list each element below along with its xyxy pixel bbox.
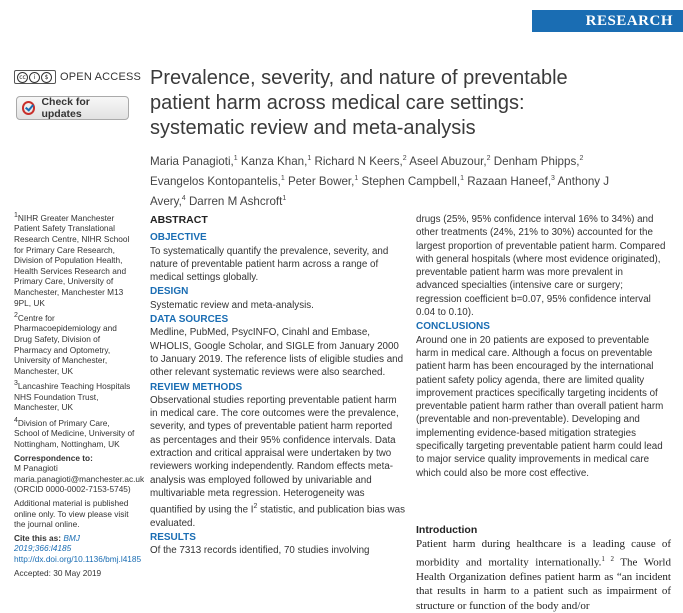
- author-name: Richard N Keers,: [314, 154, 403, 168]
- section-banner: RESEARCH: [532, 10, 683, 32]
- author-affiliation-mark: 1: [354, 174, 359, 182]
- author-name: Maria Panagioti,: [150, 154, 234, 168]
- results-heading: RESULTS: [150, 532, 196, 544]
- author-name: Razaan Haneef,: [467, 174, 552, 188]
- accepted-date: Accepted: 30 May 2019: [14, 568, 102, 579]
- results-text: Of the 7313 records identified, 70 studies involving: [150, 545, 370, 557]
- author-affiliation-mark: 2: [486, 155, 491, 162]
- author-affiliation-mark: 2: [402, 155, 407, 162]
- author-name: Peter Bower,: [287, 174, 355, 188]
- check-updates-label: Check for updates: [41, 96, 90, 120]
- review-methods-text: Observational studies reporting preventable patient harm in medical care. The core outcomes were the prevalence, severity, and types of preventable patient harm reported as percentages and their 95% confidence intervals. Data extraction and critical appraisal were undertaken by two reviewers working independently. Random effects meta-analysis was employed followed by univariable and multivariable meta regression. Heterogeneity was quantified by using the $I^2$ statistic, and publication bias was evaluated.: [150, 394, 405, 529]
- author-list: [150, 150, 630, 210]
- objective-text: To systematically quantify the prevalence, severity, and nature of preventable patient harm across a range of medical settings globally.: [150, 245, 389, 284]
- author-name: Stephen Campbell,: [361, 174, 461, 188]
- author-name: Darren M Ashcroft: [188, 194, 283, 208]
- affiliations-sidebar: [14, 211, 145, 582]
- author-affiliation-mark: 1: [282, 194, 287, 202]
- abstract-heading: ABSTRACT: [150, 214, 208, 226]
- author-affiliation-mark: 1: [233, 155, 238, 162]
- author-name: Evangelos Kontopantelis,: [150, 174, 281, 188]
- introduction-section: [416, 523, 671, 613]
- affiliation-4: $^4$Division of Primary Care, School of Medicine, University of Nottingham, Nottingham, UK: [14, 416, 135, 449]
- review-methods-heading: REVIEW METHODS: [150, 381, 243, 393]
- abstract-column-2: [416, 213, 666, 481]
- author-affiliation-mark: 2: [579, 155, 584, 162]
- creative-commons-icon: [14, 70, 56, 84]
- nc-icon: $: [41, 72, 52, 83]
- author-name: Denham Phipps,: [493, 154, 580, 168]
- data-sources-heading: DATA SOURCES: [150, 314, 229, 326]
- author-affiliation-mark: 1: [307, 155, 312, 162]
- orcid[interactable]: (ORCID 0000-0002-7153-5745): [14, 484, 131, 495]
- design-heading: DESIGN: [150, 286, 189, 298]
- check-updates-icon: [22, 101, 35, 115]
- article-title: Prevalence, severity, and nature of preventable patient harm across medical care settings: systematic review and meta-analysis: [150, 67, 568, 139]
- author-name: Aseel Abuzour,: [409, 154, 487, 168]
- author-affiliation-mark: 3: [551, 174, 555, 182]
- introduction-heading: Introduction: [416, 524, 478, 536]
- introduction-text: Patient harm during healthcare is a leading cause of morbidity and mortality internationally.$^{1 2}$ The World Health Organization defines patient harm as “an incident that results in harm to a patient such as impairment of structure or function of the body and/or: [416, 538, 671, 612]
- affiliation-2: $^2$Centre for Pharmacoepidemiology and Drug Safety, Division of Pharmacy and Optometry, University of Manchester, Manchester, UK: [14, 312, 117, 376]
- author-affiliation-mark: 1: [460, 174, 465, 182]
- correspondence-email[interactable]: M Panagioti maria.panagioti@manchester.ac.uk: [14, 463, 145, 484]
- data-sources-text: Medline, PubMed, PsycINFO, Cinahl and Embase, WHOLIS, Google Scholar, and SIGLE from January 2000 to January 2019. The reference lists of eligible studies and other relevant systematic reviews were also searched.: [150, 327, 404, 379]
- additional-material: Additional material is published online only. To view please visit the journal online.: [14, 497, 129, 530]
- author-affiliation-mark: 1: [280, 174, 285, 182]
- author-affiliation-mark: 4: [181, 194, 186, 202]
- objective-heading: OBJECTIVE: [150, 232, 207, 244]
- author-name: Kanza Khan,: [240, 154, 308, 168]
- design-text: Systematic review and meta-analysis.: [150, 299, 314, 311]
- author-name: Anthony J Avery,: [150, 174, 610, 208]
- citation: Cite this as: BMJ 2019;366:l4185: [14, 532, 80, 554]
- correspondence-label: Correspondence to:: [14, 452, 93, 463]
- conclusions-text: Around one in 20 patients are exposed to preventable harm in medical care. Although a focus on preventable patient harm has been encouraged by the international patient safety policy agenda, there are limited quality improvement practices specifically targeting incidents of preventable patient harm rather than overall patient harm (preventable and non-preventable). Developing and implementing evidence-based mitigation strategies specifically targeting preventable patient harm could lead to major service quality improvements in medical care which could also be more cost effective.: [416, 334, 664, 479]
- abstract-column-1: [150, 214, 405, 559]
- check-for-updates-button[interactable]: [16, 96, 129, 120]
- by-icon: i: [29, 72, 40, 83]
- conclusions-heading: CONCLUSIONS: [416, 321, 490, 333]
- affiliation-1: $^1$NIHR Greater Manchester Patient Safety Translational Research Centre, NIHR School for Primary Care Research, Division of Population Health, Health Services Research and Primary Care, University of Manchester, Manchester M13 9PL, UK: [14, 212, 130, 308]
- affiliation-3: $^3$Lancashire Teaching Hospitals NHS Foundation Trust, Manchester, UK: [14, 380, 131, 413]
- open-access-label: OPEN ACCESS: [60, 71, 142, 83]
- doi-link[interactable]: http://dx.doi.org/10.1136/bmj.l4185: [14, 553, 142, 564]
- open-access-badge: [14, 70, 141, 84]
- results-continued-text: drugs (25%, 95% confidence interval 16% to 34%) and other treatments (24%, 21% to 30%) accounted for the largest proportion of preventable patient harm. Compared with general hospitals (where most evidence originated), preventable patient harm was more prevalent in advanced specialties (intensive care or surgery; regression coefficient b=0.07, 95% confidence interval 0.04 to 0.10).: [416, 214, 666, 319]
- cc-icon: cc: [17, 72, 28, 83]
